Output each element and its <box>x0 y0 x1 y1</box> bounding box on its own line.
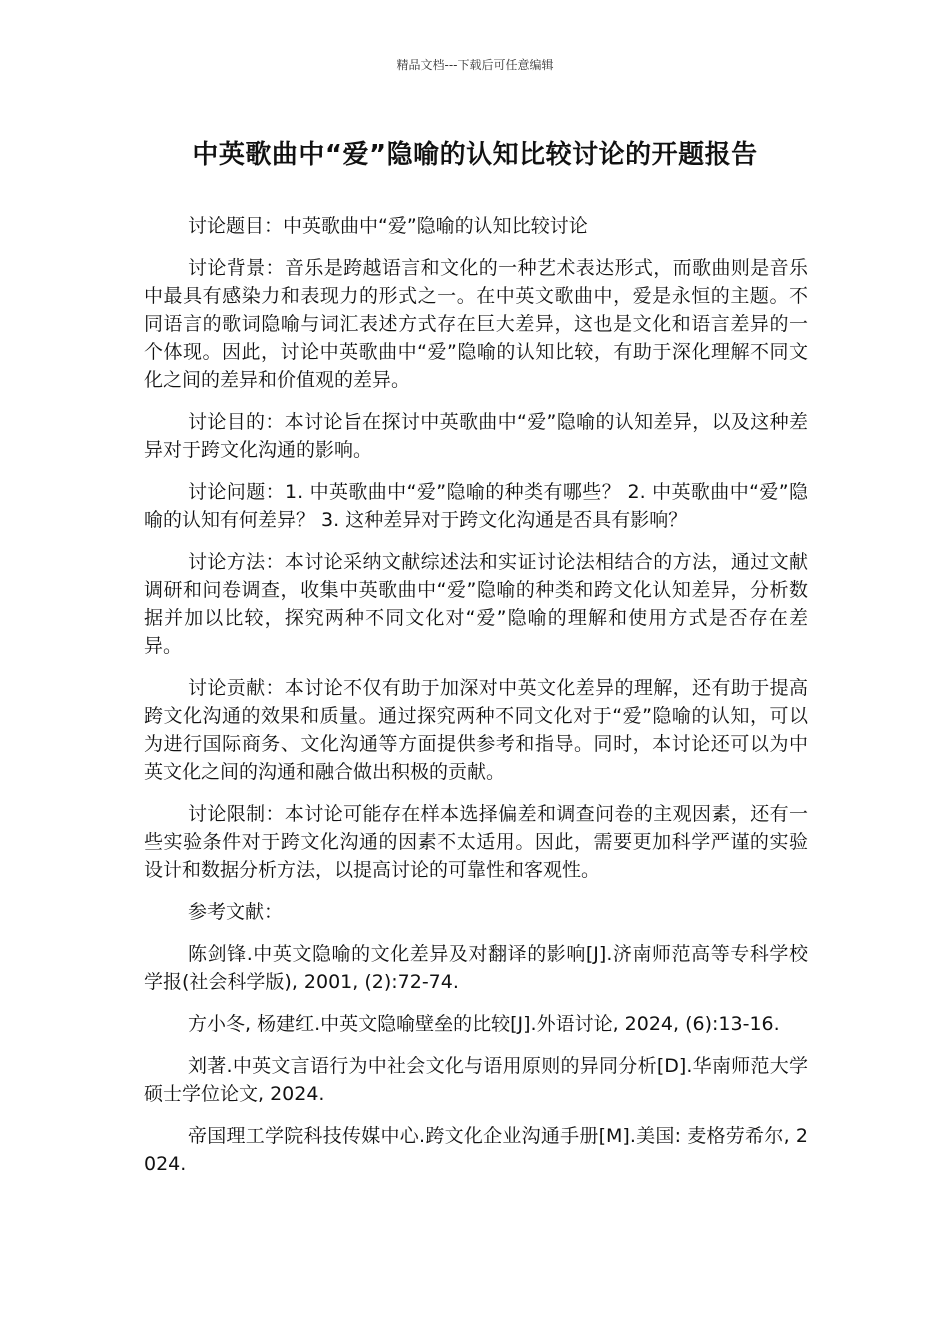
reference-item: 陈剑锋.中英文隐喻的文化差异及对翻译的影响[J].济南师范高等专科学校学报(社会科学版), 2001, (2):72-74. <box>144 943 808 993</box>
research-contribution-paragraph: 讨论贡献：本讨论不仅有助于加深对中英文化差异的理解，还有助于提高跨文化沟通的效果和质量。通过探究两种不同文化对于“爱”隐喻的认知，可以为进行国际商务、文化沟通等方面提供参考和指导。同时，本讨论还可以为中英文化之间的沟通和融合做出积极的贡献。 <box>144 677 808 783</box>
document-title: 中英歌曲中“爱”隐喻的认知比较讨论的开题报告 <box>192 140 758 170</box>
reference-list <box>144 940 808 1178</box>
header-note: 精品文档---下载后可任意编辑 <box>396 58 554 72</box>
research-questions-paragraph: 讨论问题：1. 中英歌曲中“爱”隐喻的种类有哪些？ 2. 中英歌曲中“爱”隐喻的认知有何差异？ 3. 这种差异对于跨文化沟通是否具有影响？ <box>144 481 808 531</box>
research-topic-paragraph: 讨论题目：中英歌曲中“爱”隐喻的认知比较讨论 <box>188 215 588 237</box>
research-limitation-paragraph: 讨论限制：本讨论可能存在样本选择偏差和调查问卷的主观因素，还有一些实验条件对于跨文化沟通的因素不太适用。因此，需要更加科学严谨的实验设计和数据分析方法，以提高讨论的可靠性和客观性。 <box>144 803 808 881</box>
research-background-paragraph: 讨论背景：音乐是跨越语言和文化的一种艺术表达形式，而歌曲则是音乐中最具有感染力和表现力的形式之一。在中英文歌曲中，爱是永恒的主题。不同语言的歌词隐喻与词汇表述方式存在巨大差异，这也是文化和语言差异的一个体现。因此，讨论中英歌曲中“爱”隐喻的认知比较，有助于深化理解不同文化之间的差异和价值观的差异。 <box>144 257 808 391</box>
research-method-paragraph: 讨论方法：本讨论采纳文献综述法和实证讨论法相结合的方法，通过文献调研和问卷调查，收集中英歌曲中“爱”隐喻的种类和跨文化认知差异，分析数据并加以比较，探究两种不同文化对“爱”隐喻的理解和使用方式是否存在差异。 <box>144 551 808 657</box>
research-purpose-paragraph: 讨论目的：本讨论旨在探讨中英歌曲中“爱”隐喻的认知差异，以及这种差异对于跨文化沟通的影响。 <box>144 411 808 461</box>
reference-item: 方小冬, 杨建红.中英文隐喻壁垒的比较[J].外语讨论, 2024, (6):13-16. <box>188 1013 780 1035</box>
references-heading: 参考文献： <box>188 901 284 923</box>
document-body <box>144 212 808 1192</box>
reference-item: 帝国理工学院科技传媒中心.跨文化企业沟通手册[M].美国: 麦格劳希尔, 2024. <box>144 1125 808 1175</box>
reference-item: 刘著.中英文言语行为中社会文化与语用原则的异同分析[D].华南师范大学硕士学位论文, 2024. <box>144 1055 808 1105</box>
